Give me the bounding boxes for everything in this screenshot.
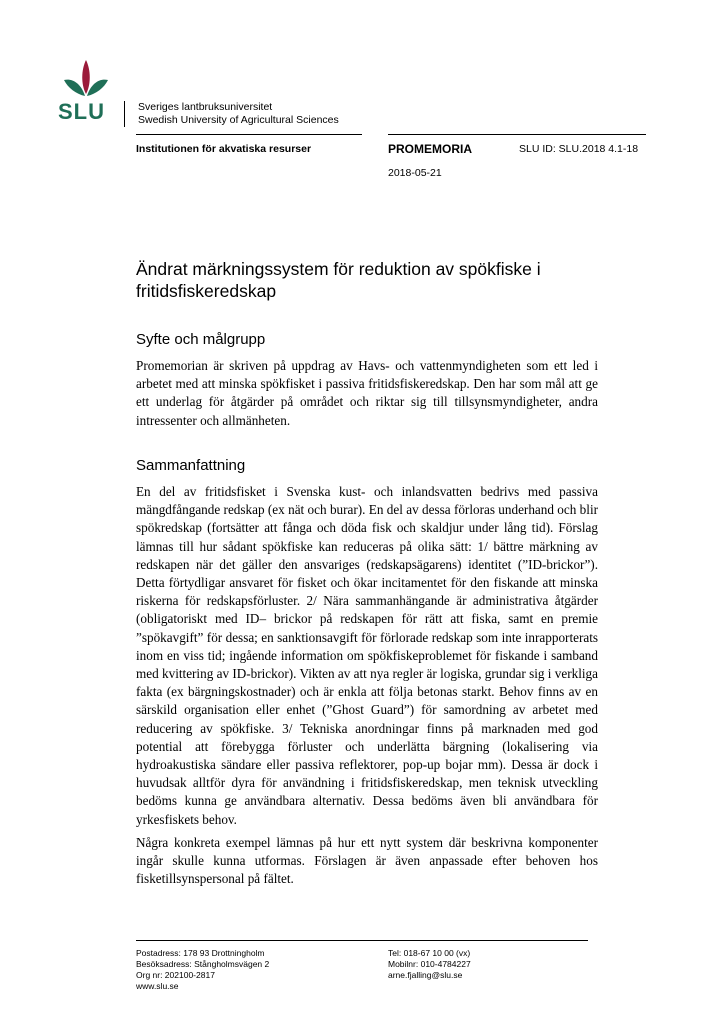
section-heading-purpose: Syfte och målgrupp [136,331,266,348]
document-date: 2018-05-21 [388,167,442,179]
section-paragraph-purpose: Promemorian är skriven på uppdrag av Havs- och vattenmyndigheten som ett led i arbetet med att minska spökfisket i passiva fritidsfiskeredskap. Den har som mål att ge ett underlag för åtgärder på området och riktar sig till tillsynsmyndigheter, andra intressenter och allmänheten. [136,358,598,428]
section-heading-summary: Sammanfattning [136,457,246,474]
document-type: PROMEMORIA [388,142,472,156]
university-name-sv: Sveriges lantbruksuniversitet [138,101,273,113]
section-paragraph-summary: En del av fritidsfisket i Svenska kust- och inlandsvatten bedrivs med passiva mängdfångande redskap (ex nät och burar). En del av dessa förloras underhand och blir spökredskap (fortsätter att fånga och döda fisk och skaldjur under lång tid). Förslag lämnas till hur sådant spökfiske kan reduceras på olika sätt: 1/ bättre märkning av redskapen när det gäller den ansvariges (redskapsägarens) identitet (”ID-brickor”). Detta förtydligar ansvaret för fisket och ökar incitamentet för den fiskande att minska riskerna för redskapsförluster. 2/ Nära sammanhängande är administrativa åtgärder (obligatoriskt med ID– brickor på redskapen för rätt att fiska, samt en premie ”spökavgift” för dessa; en sanktionsavgift för förlorade redskap som inte inrapporterats inom en viss tid; ingående information om spökfiskeproblemet för fiskande i samband med kvittering av ID-brickor). Vikten av att nya regler är logiska, grundar sig i verkliga fakta (ex bärgningskostnader) och är enkla att följa betonas starkt. Behov finns av en särskild organisation eller enhet (”Ghost Guard”) för samordning av arbetet med reducering av spökfiske. 3/ Tekniska anordningar finns på marknaden med god potential att förebygga förluster och underlätta bärgning (lokalisering via hydroakustiska sändare eller passiva reflektorer, pop-up bojar mm). Dessa är dock i huvudsak alltför dyra för användning i fritidsfiskeredskap, men teknisk utveckling bedöms kunna ge användbara alternativ. Dessa bedöms även bli användbara för yrkesfiskets behov. [136,484,598,827]
footer-postal-address: Postadress: 178 93 Drottningholm [136,948,265,958]
section-paragraph-examples: Några konkreta exempel lämnas på hur ett nytt system där beskrivna komponenter ingår skulle kunna utformas. Förslagen är även anpassade efter behoven hos fisketillsynspersonal på fältet. [136,835,598,887]
header-divider-right [388,134,646,135]
footer-org-number: Org nr: 202100-2817 [136,970,215,980]
footer-email-link[interactable]: arne.fjalling@slu.se [388,970,463,980]
footer-contact-block [388,948,471,981]
university-name-en: Swedish University of Agricultural Sciences [138,114,339,126]
university-name [124,101,339,127]
logo-text: SLU [58,99,105,124]
header-divider-left [136,134,362,135]
footer-divider [136,940,588,941]
footer-phone: Tel: 018-67 10 00 (vx) [388,948,471,958]
footer-address-block [136,948,269,992]
document-id: SLU ID: SLU.2018 4.1-18 [519,143,639,155]
footer-visit-address: Besöksadress: Stångholmsvägen 2 [136,959,270,969]
footer-website-link[interactable]: www.slu.se [136,981,179,991]
department-name: Institutionen för akvatiska resurser [136,143,312,155]
document-title: Ändrat märkningssystem för reduktion av spökfiske i fritidsfiskeredskap [136,259,541,301]
footer-mobile: Mobilnr: 010-4784227 [388,959,471,969]
